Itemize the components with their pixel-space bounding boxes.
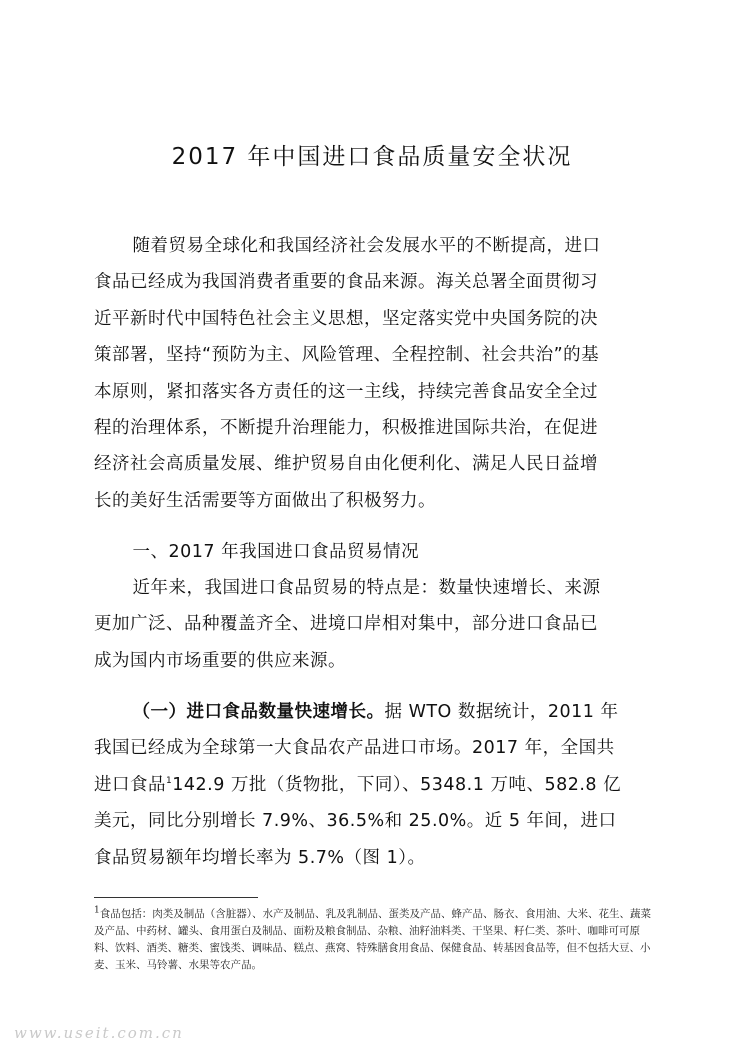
growth-line (94, 694, 654, 730)
growth-line: 食品贸易额年均增长率为 5.7%（图 1）。 (94, 847, 426, 868)
growth-line (94, 767, 654, 803)
subheading-bold: （一）进口食品数量快速增长。 (132, 702, 385, 722)
section-heading-text: 一、2017 年我国进口食品贸易情况 (132, 542, 420, 562)
intro-line: 随着贸易全球化和我国经济社会发展水平的不断提高，进口 (132, 236, 601, 256)
trade-overview-paragraph (94, 570, 654, 679)
quantity-growth-paragraph (94, 694, 654, 876)
intro-line: 本原则，紧扣落实各方责任的这一主线，持续完善食品安全全过 (94, 381, 598, 402)
footnote-text: 食品包括：肉类及制品（含脏器）、水产及制品、乳及乳制品、蛋类及产品、蜂产品、肠衣、食用油、大米、花生、蔬菜及产品、中药材、罐头、食用蛋白及制品、面粉及粮食制品、杂粮、油籽油料类、干坚果、籽仁类、茶叶、咖啡可可原料、饮料、酒类、糖类、蜜饯类、调味品、糕点、燕窝、特殊膳食用食品、保健食品、转基因食品等，但不包括大豆、小麦、玉米、马铃薯、水果等农产品。 (94, 908, 651, 971)
intro-line: 食品已经成为我国消费者重要的食品来源。海关总署全面贯彻习 (94, 272, 598, 293)
footnote-divider (94, 897, 258, 898)
footnote-marker: 1 (94, 905, 100, 916)
page-title: 2017 年中国进口食品质量安全状况 (171, 144, 573, 170)
growth-line-rest: 据 WTO 数据统计，2011 年 (384, 702, 619, 722)
footnote (94, 906, 656, 974)
intro-line: 程的治理体系，不断提升治理能力，积极推进国际共治，在促进 (94, 418, 598, 439)
overview-line: 成为国内市场重要的供应来源。 (94, 650, 346, 671)
overview-line: 近年来，我国进口食品贸易的特点是：数量快速增长、来源 (132, 578, 601, 598)
growth-line: 美元，同比分别增长 7.9%、36.5%和 25.0%。近 5 年间，进口 (94, 811, 617, 832)
section-heading (94, 534, 654, 570)
growth-line-start: 进口食品 (94, 774, 166, 795)
intro-line: 长的美好生活需要等方面做出了积极努力。 (94, 490, 436, 511)
overview-line: 更加广泛、品种覆盖齐全、进境口岸相对集中，部分进口食品已 (94, 614, 598, 635)
intro-line: 近平新时代中国特色社会主义思想，坚定落实党中央国务院的决 (94, 308, 598, 329)
growth-line: 我国已经成为全球第一大食品农产品进口市场。2017 年，全国共 (94, 738, 615, 759)
intro-line: 策部署，坚持“预防为主、风险管理、全程控制、社会共治”的基 (94, 345, 600, 366)
watermark: www.useit.com.cn (14, 1024, 184, 1042)
footnote-reference[interactable]: 1 (166, 775, 173, 786)
growth-line-end: 142.9 万批（货物批，下同）、5348.1 万吨、582.8 亿 (172, 774, 622, 795)
intro-line: 经济社会高质量发展、维护贸易自由化便利化、满足人民日益增 (94, 454, 598, 475)
intro-paragraph (94, 228, 654, 519)
